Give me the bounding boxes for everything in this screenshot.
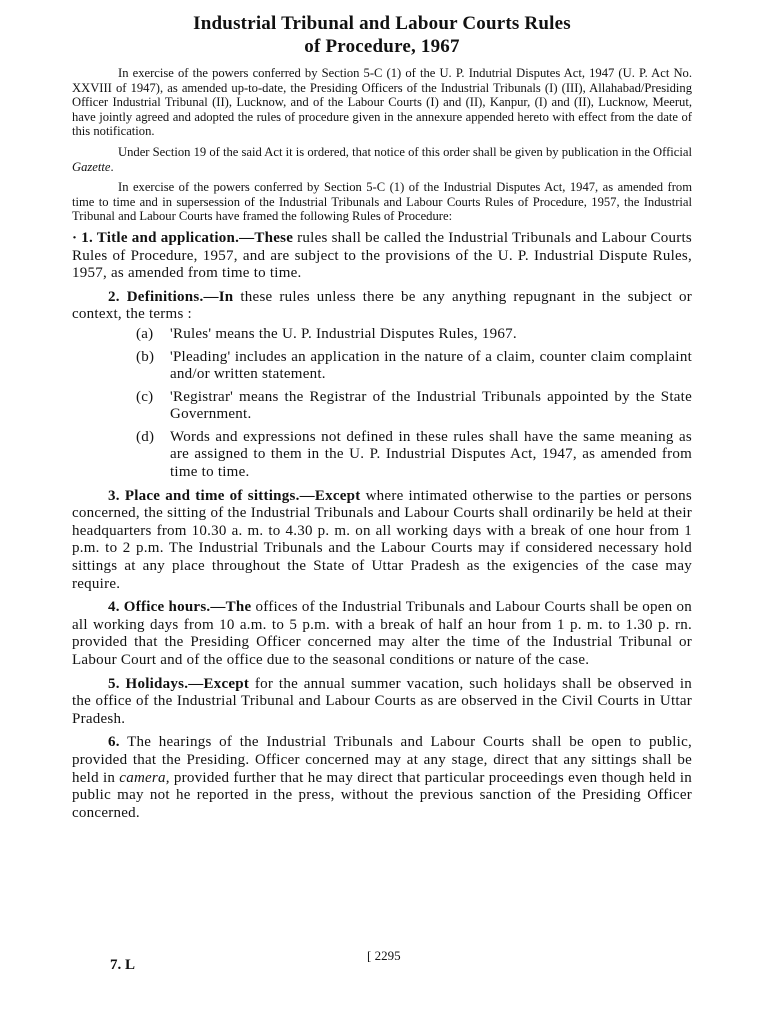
definition-text: 'Rules' means the U. P. Industrial Disputes Rules, 1967. bbox=[170, 325, 517, 342]
intro-paragraph-gazette bbox=[72, 145, 692, 174]
rule-3 bbox=[72, 488, 692, 594]
definition-label: (d) bbox=[136, 428, 155, 445]
rule-5-text: for the annual summer vacation, such holidays shall be observed in the office of the Industrial Tribunal and Labour Courts as are observed in the Civil Courts in Uttar Pradesh. bbox=[72, 675, 693, 727]
rule-3-text: where intimated otherwise to the parties or persons concerned, the sitting of the Industrial Tribunals and Labour Courts shall ordinarily be held at their headquarters from 10.30 a. m. to 4.30 p. m. on all working days with a break of one hour from 1 p.m. to 2 p.m. The Industrial Tribunals and the Labour Courts may if considered necessary hold sittings at any place throughout the State of Uttar Pradesh as the exigencies of the case may require. bbox=[72, 487, 693, 592]
next-rule-catchword: 7. L bbox=[110, 957, 136, 973]
definition-item-a bbox=[136, 326, 692, 344]
page-number: [ 2295 bbox=[367, 948, 401, 963]
definition-label: (a) bbox=[136, 325, 154, 342]
rule-6-italic: camera, bbox=[119, 769, 170, 786]
definition-item-b bbox=[136, 349, 692, 384]
definition-text: 'Pleading' includes an application in the nature of a claim, counter claim complaint and/or written statement. bbox=[170, 348, 692, 383]
intro-paragraph-1: In exercise of the powers conferred by Section 5-C (1) of the U. P. Indutrial Disputes Act, 1947 (U. P. Act No. XXVIII of 1947), as amended up-to-date, the Presiding Officers of the Industrial Tribunals (I) (III), Allahabad/Presiding Officer Industrial Tribunal (II), Lucknow, and of the Labour Courts (I) and (II), Kanpur, (I) and (II), Lucknow, Meerut, have jointly agreed and adopted the rules of procedure given in the annexure appended hereto with effect from the date of this notification. bbox=[72, 66, 692, 139]
document-title bbox=[72, 12, 692, 58]
rule-3-heading: 3. Place and time of sittings.—Except bbox=[108, 487, 361, 504]
rules-body bbox=[72, 230, 692, 822]
rule-1-text: rules shall be called the Industrial Tribunals and Labour Courts Rules of Procedure, 1957, and are subject to the provisions of the U. P. Industrial Dispute Rules, 1957, as amended from time to time. bbox=[72, 229, 692, 282]
document-page bbox=[72, 12, 692, 828]
definition-item-d bbox=[136, 429, 692, 482]
rule-5 bbox=[72, 676, 692, 729]
rule-4-heading: 4. Office hours.—The bbox=[108, 599, 252, 616]
rule-2-heading: 2. Definitions.—In bbox=[108, 288, 234, 305]
rule-2 bbox=[72, 289, 692, 324]
definition-item-c bbox=[136, 389, 692, 424]
rule-6-text-b: provided further that he may direct that particular proceedings even though held in public may not he reported in the press, without the previous sanction of the Presiding Officer concerned. bbox=[72, 769, 692, 821]
definition-label: (b) bbox=[136, 348, 155, 365]
rule-2-text: these rules unless there be any anything repugnant in the subject or context, the terms : bbox=[72, 288, 692, 323]
rule-6-text-a: The hearings of the Industrial Tribunals and Labour Courts shall be open to public, provided that the Presiding. Officer concerned may at any stage, direct that any sittings shall be held in bbox=[72, 734, 692, 786]
notification-intro bbox=[72, 66, 692, 224]
rule-5-heading: 5. Holidays.—Except bbox=[108, 675, 250, 692]
definition-text: Words and expressions not defined in these rules shall have the same meaning as are assigned to them in the U. P. Industrial Disputes Act, 1947, as amended from time to time. bbox=[170, 428, 692, 481]
gazette-text-after: . bbox=[110, 159, 114, 174]
definition-label: (c) bbox=[136, 388, 154, 405]
title-line-1: Industrial Tribunal and Labour Courts Rules bbox=[193, 13, 571, 34]
rule-6-heading: 6. bbox=[108, 734, 120, 751]
rule-4-text: offices of the Industrial Tribunals and Labour Courts shall be open on all working days from 10 a.m. to 5 p.m. with a break of half an hour from 1 p. m. to 1.30 p. rn. provided that the Presiding Officer concerned may alter the time of the Industrial Tribunal or Labour Court and of the office due to the seasonal conditions or nature of the case. bbox=[72, 599, 692, 668]
definitions-list bbox=[72, 326, 692, 482]
rule-1-heading: · 1. Title and application.—These bbox=[72, 229, 294, 246]
rule-6 bbox=[72, 734, 692, 822]
gazette-text-before: Under Section 19 of the said Act it is ordered, that notice of this order shall be given by publication in the Official bbox=[118, 144, 692, 159]
gazette-italic: Gazette bbox=[72, 159, 111, 174]
title-line-2: of Procedure, 1967 bbox=[304, 36, 460, 57]
rule-1 bbox=[72, 230, 692, 283]
intro-paragraph-2: In exercise of the powers conferred by Section 5-C (1) of the Industrial Disputes Act, 1947, as amended from time to time and in supersession of the Industrial Tribunals and Labour Courts Rules of Procedure, 1957, the Industrial Tribunal and Labour Courts have framed the following Rules of Procedure: bbox=[72, 180, 692, 224]
definition-text: 'Registrar' means the Registrar of the Industrial Tribunals appointed by the State Government. bbox=[170, 388, 692, 423]
rule-4 bbox=[72, 599, 692, 669]
